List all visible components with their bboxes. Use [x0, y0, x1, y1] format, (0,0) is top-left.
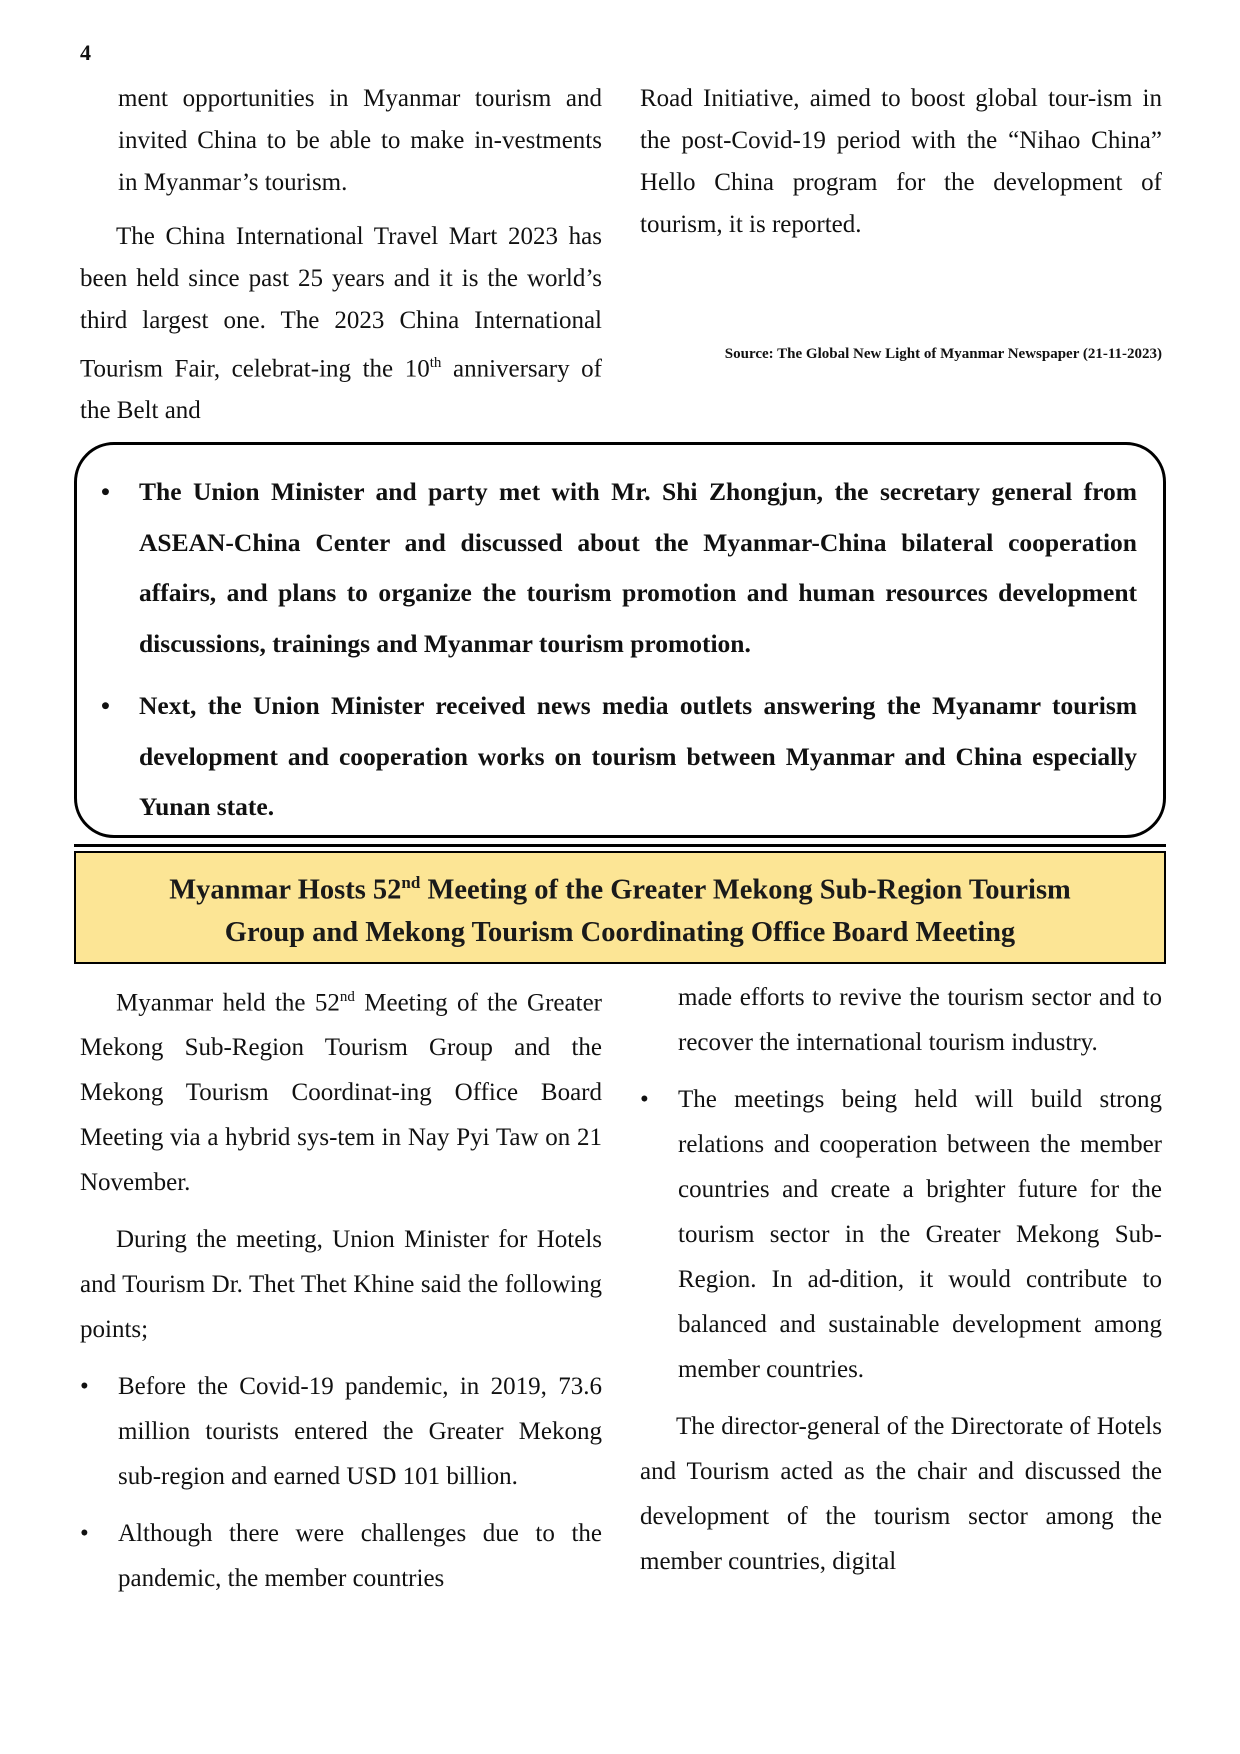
text-run: Group and Mekong Tourism Coordinating Office Board Meeting [224, 917, 1016, 949]
bullet-list [640, 1077, 1162, 1392]
bullet-icon: • [101, 477, 110, 506]
list-item [80, 1364, 602, 1499]
superscript: th [429, 355, 442, 371]
list-item [640, 1077, 1162, 1392]
bottom-right-column [640, 975, 1162, 1596]
list-item [101, 681, 1137, 833]
superscript: nd [339, 989, 355, 1005]
paragraph: Road Initiative, aimed to boost global tour-ism in the post-Covid-19 period with the “Nihao China” Hello China program for the development of tourism, it is reported. [640, 85, 1162, 238]
paragraph: made efforts to revive the tourism sector and to recover the international tourism industry. [678, 984, 1162, 1056]
bullet-icon: • [80, 1520, 89, 1548]
page-number: 4 [80, 40, 91, 65]
list-item-text: Although there were challenges due to the pandemic, the member countries [118, 1520, 602, 1593]
bullet-icon: • [101, 691, 110, 720]
text-run: Meeting of the Greater Mekong Sub-Region Tourism Group and the Mekong Tourism Coordinat-ing Office Board Meeting via a hybrid sys-tem in Nay Pyi Taw on 21 November. [80, 989, 602, 1197]
top-left-column [80, 78, 602, 444]
bottom-left-column [80, 975, 602, 1613]
bullet-icon: • [80, 1373, 89, 1401]
highlight-box [74, 442, 1166, 838]
text-run: The China International Travel Mart 2023 has been held since past 25 years and it is the world’s third largest one. The 2023 China International Tourism Fair, celebrat-ing the 10 [80, 223, 602, 383]
headline [169, 861, 1071, 955]
list-item [80, 1511, 602, 1601]
bullet-icon: • [640, 1086, 649, 1113]
bullet-list [80, 1364, 602, 1601]
paragraph [80, 216, 602, 432]
text-run: anniversary of the Belt and [80, 355, 602, 425]
list-item-text: The meetings being held will build strong relations and cooperation between the member countries and create a brighter future for the tourism sector in the Greater Mekong Sub-Region. In ad-dition, it would contribute to balanced and sustainable development among member countries. [678, 1086, 1162, 1383]
superscript: nd [401, 872, 421, 892]
paragraph: The director-general of the Directorate of Hotels and Tourism acted as the chair and discussed the development of the tourism sector among the member countries, digital [640, 1413, 1162, 1575]
text-run: Myanmar held the 52 [116, 989, 340, 1017]
list-item-text: Next, the Union Minister received news media outlets answering the Myanamr tourism development and cooperation works on tourism between Myanmar and China especially Yunan state. [139, 691, 1137, 821]
paragraph [80, 975, 602, 1205]
top-right-column [640, 78, 1162, 258]
list-item [101, 467, 1137, 669]
paragraph: During the meeting, Union Minister for Hotels and Tourism Dr. Thet Thet Khine said the following points; [80, 1226, 602, 1344]
text-run: Myanmar Hosts 52 [169, 874, 402, 906]
paragraph: ment opportunities in Myanmar tourism and invited China to be able to make in-vestments in Myanmar’s tourism. [118, 85, 602, 196]
list-item-text: Before the Covid-19 pandemic, in 2019, 73.6 million tourists entered the Greater Mekong sub-region and earned USD 101 billion. [118, 1373, 602, 1491]
text-run: Meeting of the Greater Mekong Sub-Region Tourism [420, 874, 1071, 906]
divider [74, 844, 1166, 847]
source-citation: Source: The Global New Light of Myanmar Newspaper (21-11-2023) [724, 346, 1162, 362]
highlight-list [77, 445, 1163, 833]
headline-banner [74, 851, 1166, 964]
list-item-text: The Union Minister and party met with Mr. Shi Zhongjun, the secretary general from ASEAN-China Center and discussed about the Myanmar-China bilateral cooperation affairs, and plans to organize the tourism promotion and human resources development discussions, trainings and Myanmar tourism promotion. [139, 477, 1137, 658]
